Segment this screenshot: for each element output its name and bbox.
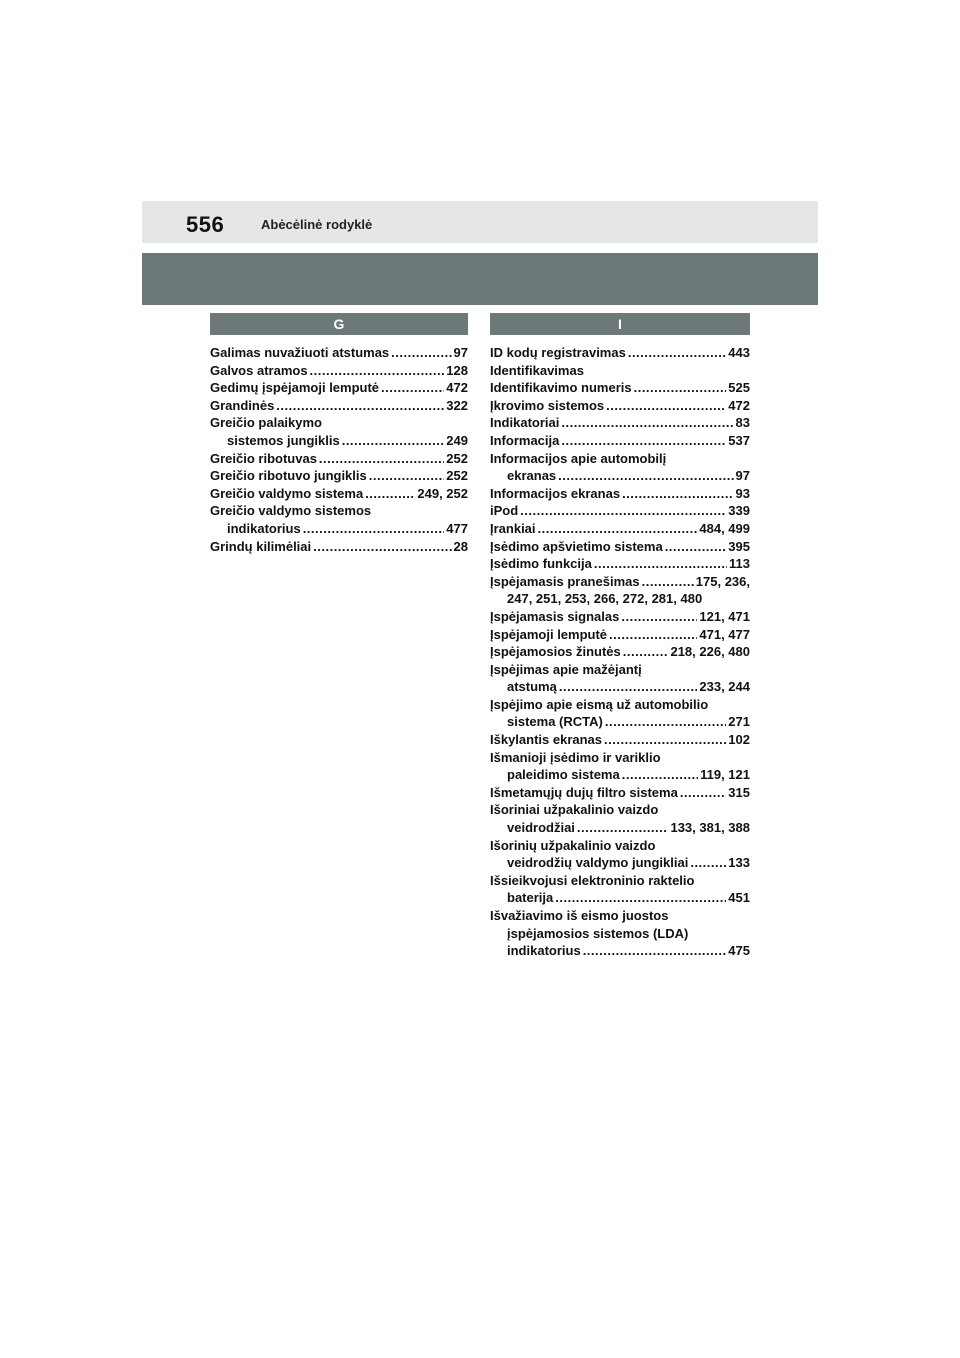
index-entry <box>490 837 750 872</box>
letter-heading-g: G <box>210 313 468 335</box>
page-reference: 102 <box>728 732 750 748</box>
entry-term: įspėjamosios sistemos (LDA) <box>507 925 689 941</box>
entry-term: Įspėjamasis signalas <box>490 608 620 624</box>
leader-dots <box>606 397 726 415</box>
page-number: 556 <box>186 212 225 237</box>
entry-term: Gedimų įspėjamoji lemputė <box>210 380 380 396</box>
leader-dots <box>555 889 726 907</box>
entry-line <box>490 414 750 432</box>
index-entry <box>490 450 750 485</box>
leader-dots <box>538 520 698 538</box>
index-entry <box>210 467 468 485</box>
entry-term: Išsieikvojusi elektroninio raktelio <box>490 872 695 888</box>
index-entry <box>490 520 750 538</box>
leader-dots <box>634 379 727 397</box>
index-entry <box>490 696 750 731</box>
index-entry <box>210 450 468 468</box>
page-reference: 128 <box>446 362 468 378</box>
entry-list <box>210 344 468 555</box>
page-reference: 252 <box>446 450 468 466</box>
entry-term: Išoriniai užpakalinio vaizdo <box>490 802 659 818</box>
index-entry <box>210 414 468 449</box>
entry-term: indikatorius <box>507 943 581 959</box>
entry-term: paleidimo sistema <box>507 767 620 783</box>
entry-line <box>210 538 468 556</box>
entry-term: atstumą <box>507 679 557 695</box>
entry-line <box>490 538 750 556</box>
entry-term: Įspėjamosios žinutės <box>490 644 621 660</box>
entry-term: Identifikavimo numeris <box>490 380 632 396</box>
page-reference: 477 <box>446 520 468 536</box>
leader-dots <box>621 608 697 626</box>
leader-dots <box>665 538 727 556</box>
page-reference: 93 <box>735 485 750 501</box>
entry-line <box>210 467 468 485</box>
leader-dots <box>680 784 726 802</box>
index-column-i <box>490 313 750 960</box>
page-reference: 133, 381, 388 <box>670 820 750 836</box>
index-entry <box>490 573 750 608</box>
index-entry <box>490 608 750 626</box>
entry-term: sistemos jungiklis <box>227 432 340 448</box>
page-reference: 322 <box>446 397 468 413</box>
index-entry <box>490 414 750 432</box>
leader-dots <box>583 942 727 960</box>
entry-term: Išmanioji įsėdimo ir variklio <box>490 749 661 765</box>
entry-line <box>490 432 750 450</box>
entry-line <box>490 344 750 362</box>
entry-term: Įspėjamoji lemputė <box>490 626 608 642</box>
entry-term: Informacijos apie automobilį <box>490 450 667 466</box>
page-reference: 339 <box>728 503 750 519</box>
entry-list <box>490 344 750 960</box>
page-reference: 451 <box>728 890 750 906</box>
index-entry <box>490 555 750 573</box>
entry-term: Identifikavimas <box>490 362 584 378</box>
section-title: Abėcėlinė rodyklė <box>261 217 373 232</box>
entry-term: veidrodžių valdymo jungikliai <box>507 855 689 871</box>
leader-dots <box>313 538 451 556</box>
page-reference: 121, 471 <box>699 608 750 624</box>
index-entry <box>490 661 750 696</box>
page-reference: 218, 226, 480 <box>670 644 750 660</box>
page-reference: 233, 244 <box>699 679 750 695</box>
leader-dots <box>303 520 445 538</box>
page-reference: 484, 499 <box>699 520 750 536</box>
entry-term: Grindų kilimėliai <box>210 538 312 554</box>
entry-term: iPod <box>490 503 519 519</box>
entry-line <box>210 450 468 468</box>
page-reference: 472 <box>728 397 750 413</box>
leader-dots <box>577 819 669 837</box>
entry-line <box>490 520 750 538</box>
leader-dots <box>628 344 726 362</box>
entry-term: Informacijos ekranas <box>490 485 621 501</box>
entry-line <box>490 784 750 802</box>
entry-line <box>210 485 468 503</box>
leader-dots <box>391 344 451 362</box>
index-entry <box>210 397 468 415</box>
page-reference: 175, 236, <box>695 573 750 589</box>
entry-line <box>490 678 750 696</box>
entry-term: Galimas nuvažiuoti atstumas <box>210 345 390 360</box>
page-reference: 537 <box>728 432 750 448</box>
header-bar <box>142 201 818 243</box>
leader-dots <box>319 450 444 468</box>
leader-dots <box>561 432 726 450</box>
index-entry <box>490 397 750 415</box>
entry-term: Įspėjimas apie mažėjantį <box>490 661 642 677</box>
entry-term: Išorinių užpakalinio vaizdo <box>490 837 656 853</box>
index-entry <box>210 379 468 397</box>
leader-dots <box>310 362 445 380</box>
index-entry <box>210 362 468 380</box>
entry-term: Greičio palaikymo <box>210 415 322 431</box>
page-reference: 395 <box>728 538 750 554</box>
entry-line <box>210 397 468 415</box>
entry-term: Išmetamųjų dujų filtro sistema <box>490 784 678 800</box>
page-reference: 119, 121 <box>700 767 750 783</box>
page-reference: 97 <box>453 345 468 360</box>
leader-dots <box>594 555 727 573</box>
page-reference: 249, 252 <box>417 485 468 501</box>
entry-line <box>490 555 750 573</box>
page-reference: 28 <box>453 538 468 554</box>
leader-dots <box>365 485 415 503</box>
leader-dots <box>561 414 733 432</box>
entry-line <box>490 397 750 415</box>
entry-term: sistema (RCTA) <box>507 714 603 730</box>
index-entry <box>490 485 750 503</box>
leader-dots <box>558 467 733 485</box>
index-entry <box>490 502 750 520</box>
page-reference: 249 <box>446 432 468 448</box>
leader-dots <box>369 467 445 485</box>
index-entry <box>490 872 750 907</box>
entry-term: Įspėjimo apie eismą už automobilio <box>490 696 709 712</box>
index-entry <box>210 538 468 556</box>
page-reference: 252 <box>446 468 468 484</box>
index-entry <box>490 784 750 802</box>
index-entry <box>490 749 750 784</box>
entry-line <box>490 467 750 485</box>
entry-line <box>490 819 750 837</box>
entry-term: Įsėdimo apšvietimo sistema <box>490 538 663 554</box>
section-band <box>142 253 818 305</box>
entry-line <box>210 362 468 380</box>
leader-dots <box>642 573 694 591</box>
leader-dots <box>559 678 698 696</box>
page-reference: 113 <box>729 556 750 572</box>
index-entry <box>490 801 750 836</box>
page-reference: 471, 477 <box>699 626 750 642</box>
entry-line <box>490 379 750 397</box>
entry-term: ekranas <box>507 468 557 484</box>
leader-dots <box>623 643 669 661</box>
entry-term: Įrankiai <box>490 520 536 536</box>
index-entry <box>210 502 468 537</box>
entry-line <box>210 379 468 397</box>
entry-line <box>210 344 468 362</box>
entry-term: Išvažiavimo iš eismo juostos <box>490 908 669 923</box>
entry-term: Galvos atramos <box>210 362 308 378</box>
leader-dots <box>276 397 444 415</box>
index-entry <box>490 379 750 397</box>
entry-term: Įsėdimo funkcija <box>490 556 592 572</box>
page-reference: 133 <box>728 855 750 871</box>
entry-line <box>490 502 750 520</box>
leader-dots <box>381 379 444 397</box>
page-reference: 475 <box>728 943 750 959</box>
index-entry <box>490 643 750 661</box>
page-reference-continued: 247, 251, 253, 266, 272, 281, 480 <box>507 591 703 607</box>
leader-dots <box>690 854 726 872</box>
page-reference: 271 <box>728 714 750 730</box>
entry-line <box>490 485 750 503</box>
entry-line <box>490 573 750 591</box>
index-entry <box>490 538 750 556</box>
page-reference: 472 <box>446 380 468 396</box>
leader-dots <box>342 432 445 450</box>
entry-term: baterija <box>507 890 554 906</box>
index-entry <box>490 626 750 644</box>
entry-term: Informacija <box>490 432 560 448</box>
index-entry <box>210 344 468 362</box>
page-reference: 525 <box>728 380 750 396</box>
entry-term: Grandinės <box>210 397 275 413</box>
entry-line <box>210 432 468 450</box>
entry-term: Įkrovimo sistemos <box>490 397 605 413</box>
entry-line <box>210 520 468 538</box>
leader-dots <box>520 502 726 520</box>
entry-term: ID kodų registravimas <box>490 345 626 360</box>
entry-line <box>490 889 750 907</box>
index-entry <box>210 485 468 503</box>
index-entry <box>490 362 750 380</box>
entry-line <box>490 731 750 749</box>
entry-term: Iškylantis ekranas <box>490 732 603 748</box>
letter-heading-i: I <box>490 313 750 335</box>
entry-line <box>490 626 750 644</box>
entry-term: Indikatoriai <box>490 415 560 431</box>
entry-line <box>490 608 750 626</box>
entry-term: indikatorius <box>227 520 301 536</box>
page-reference: 315 <box>728 784 750 800</box>
index-entry <box>490 907 750 960</box>
entry-term: Greičio ribotuvas <box>210 450 317 466</box>
page-reference: 83 <box>735 415 750 431</box>
leader-dots <box>622 485 733 503</box>
entry-term: Įspėjamasis pranešimas <box>490 573 640 589</box>
entry-term: Greičio valdymo sistema <box>210 485 364 501</box>
page-reference: 97 <box>735 468 750 484</box>
index-entry <box>490 432 750 450</box>
entry-term: Greičio ribotuvo jungiklis <box>210 468 367 484</box>
index-column-g <box>210 313 468 555</box>
index-entry <box>490 731 750 749</box>
leader-dots <box>622 766 698 784</box>
leader-dots <box>609 626 697 644</box>
entry-line <box>490 766 750 784</box>
entry-term: veidrodžiai <box>507 820 575 836</box>
entry-line <box>490 942 750 960</box>
entry-line <box>490 643 750 661</box>
entry-line <box>490 854 750 872</box>
index-entry <box>490 344 750 362</box>
leader-dots <box>604 731 726 749</box>
entry-line <box>490 713 750 731</box>
entry-term: Greičio valdymo sistemos <box>210 503 372 519</box>
leader-dots <box>605 713 726 731</box>
page-reference: 443 <box>728 345 750 360</box>
